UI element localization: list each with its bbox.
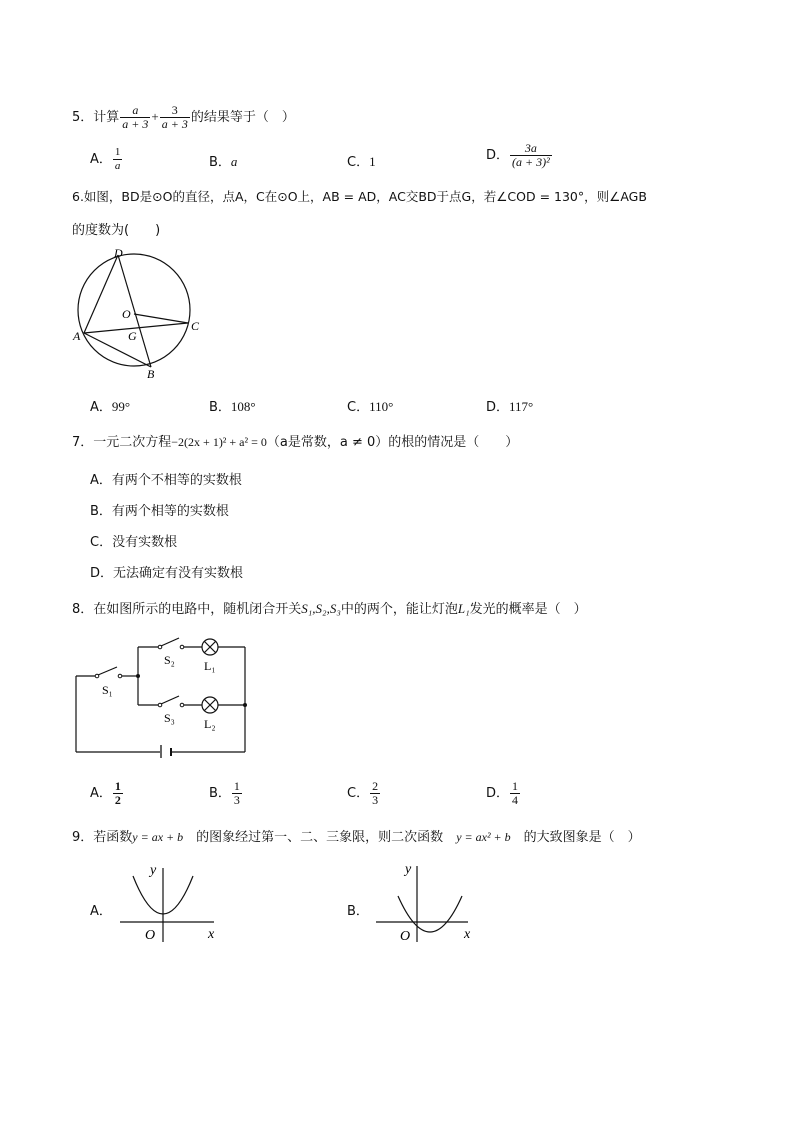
q8-option-d[interactable]: D． $\frac{1}{4}$ [486, 779, 519, 807]
svg-text:x: x [208, 927, 215, 942]
q7-equation: −2(2x + 1)² + a² = 0 [171, 435, 267, 449]
q6-stem-line2: 的度数为( ) [72, 223, 161, 238]
q7-option-c[interactable]: C．没有实数根 [90, 535, 178, 550]
switch-s1-icon [98, 667, 117, 675]
q9-option-b[interactable]: B． [347, 904, 369, 919]
q6-option-a[interactable]: A．99° [90, 399, 131, 415]
svg-text:O: O [400, 929, 411, 944]
q5-option-c[interactable]: C．1 [347, 154, 376, 170]
q7-option-b[interactable]: B．有两个相等的实数根 [90, 504, 229, 519]
q5-option-d[interactable]: D． $\frac{3a}{\text{(a + 3)²}}$ [486, 141, 550, 169]
q8-circuit-figure [68, 630, 258, 758]
segment-oc [134, 314, 188, 323]
q8-option-b[interactable]: B． $\frac{1}{3}$ [209, 779, 240, 807]
q9-linear-function: y = ax + b [132, 830, 184, 844]
q8-bulb: L₁ [457, 601, 470, 616]
question-5: 5．计算 $\frac{a}{a + 3}$ + $\frac{3}{a + 3}$ 的结果等于（ ） [72, 103, 295, 131]
question-9: 9．若函数y = ax + b 的图象经过第一、二、三象限，则二次函数 y = ax² + b 的大致图象是（ ） [72, 830, 641, 845]
q6-option-d[interactable]: D．117° [486, 399, 534, 415]
label-l2: L₂ [204, 717, 216, 731]
q5-fraction-2: $\frac{3}{a + 3}$ [161, 103, 188, 131]
q6-option-c[interactable]: C．110° [347, 399, 394, 415]
q5-option-b[interactable]: B．a [209, 154, 238, 170]
label-s1: S₁ [102, 683, 113, 697]
label-o: O [122, 307, 131, 321]
label-s3: S₃ [164, 711, 175, 725]
q8-switches: S₁,S₂,S₃ [301, 601, 341, 616]
switch-s2-icon [161, 638, 179, 646]
label-c: C [191, 319, 200, 333]
q9-option-a[interactable]: A． [90, 904, 112, 919]
q5-fraction-1: $\frac{a}{a + 3}$ [122, 103, 149, 131]
q7-option-a[interactable]: A．有两个不相等的实数根 [90, 473, 242, 488]
q9-graph-b[interactable] [372, 856, 484, 946]
label-s2: S₂ [164, 653, 175, 667]
label-g: G [128, 329, 137, 343]
q9-graph-a[interactable] [114, 856, 226, 946]
q9-quadratic-function: y = ax² + b [456, 830, 511, 844]
q5-option-a[interactable]: A． $\frac{1}{a}$ [90, 146, 121, 172]
parabola-b [398, 896, 462, 932]
chord-ad [84, 255, 118, 333]
q7-option-d[interactable]: D．无法确定有没有实数根 [90, 566, 244, 581]
q6-stem-line1: 6.如图，BD是⊙O的直径，点A，C在⊙O上，AB = AD，AC交BD于点G，若∠COD = 130°，则∠AGB [72, 189, 647, 204]
svg-text:y: y [150, 863, 157, 878]
q6-circle-figure [70, 246, 210, 382]
label-b: B [147, 367, 155, 381]
svg-text:O: O [145, 928, 156, 943]
q5-stem-prefix: 5．计算 [72, 110, 120, 125]
q5-stem-tail: 的结果等于（ ） [190, 110, 295, 125]
label-d: D [114, 246, 123, 260]
question-7: 7．一元二次方程−2(2x + 1)² + a² = 0（a是常数，a ≠ 0）的根的情况是（ ） [72, 435, 519, 450]
label-l1: L₁ [204, 659, 216, 673]
svg-text:y: y [405, 862, 412, 877]
switch-s3-icon [161, 696, 179, 704]
svg-text:x: x [464, 927, 471, 942]
q8-option-c[interactable]: C． $\frac{2}{3}$ [347, 779, 379, 807]
q6-option-b[interactable]: B．108° [209, 399, 256, 415]
question-8: 8．在如图所示的电路中，随机闭合开关S₁,S₂,S₃中的两个，能让灯泡L₁发光的概率是（ ） [72, 601, 587, 617]
q8-option-a[interactable]: A． $\frac{1}{2}$ [90, 779, 121, 807]
label-a: A [73, 329, 81, 343]
